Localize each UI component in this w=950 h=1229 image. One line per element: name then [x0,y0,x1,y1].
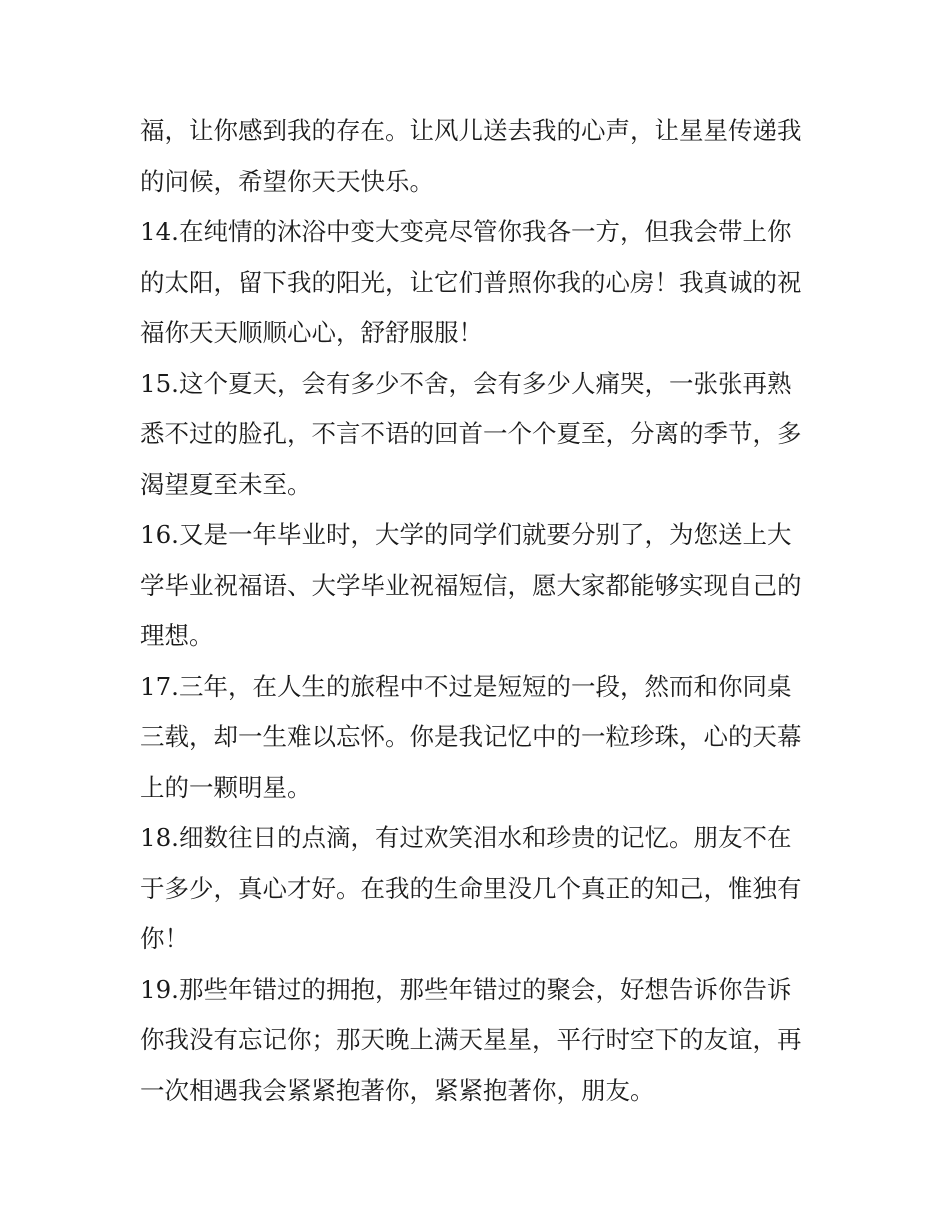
text-line: 福，让你感到我的存在。让风儿送去我的心声，让星星传递我 [140,116,802,145]
document-body [140,106,816,1116]
text-line: 你！ [140,924,189,953]
text-line: 于多少，真心才好。在我的生命里没几个真正的知己，惟独有 [140,873,802,903]
list-item-16 [140,510,816,662]
text-line: 16.又是一年毕业时，大学的同学们就要分别了，为您送上大 [140,520,792,549]
text-line: 一次相遇我会紧紧抱著你，紧紧抱著你，朋友。 [140,1075,655,1105]
text-line: 的太阳，留下我的阳光，让它们普照你我的心房！我真诚的祝 [140,267,802,297]
text-line: 19.那些年错过的拥抱，那些年错过的聚会，好想告诉你告诉 [140,974,792,1004]
text-line: 学毕业祝福语、大学毕业祝福短信，愿大家都能够实现自己的 [140,570,802,600]
text-line: 的问候，希望你天天快乐。 [140,166,434,196]
intro-paragraph [140,106,816,207]
list-item-19 [140,965,816,1117]
list-item-15 [140,359,816,511]
list-item-18 [140,813,816,965]
text-line: 17.三年，在人生的旅程中不过是短短的一段，然而和你同桌 [140,671,792,701]
text-line: 18.细数往日的点滴，有过欢笑泪水和珍贵的记忆。朋友不在 [140,823,792,852]
text-line: 理想。 [140,621,214,650]
list-item-17 [140,662,816,814]
text-line: 悉不过的脸孔，不言不语的回首一个个夏至，分离的季节，多 [140,419,802,448]
text-line: 渴望夏至未至。 [140,469,312,499]
text-line: 福你天天顺顺心心，舒舒服服！ [140,318,483,347]
text-line: 你我没有忘记你；那天晚上满天星星，平行时空下的友谊，再 [140,1025,802,1054]
text-line: 15.这个夏天，会有多少不舍，会有多少人痛哭，一张张再熟 [140,368,792,398]
list-item-14 [140,207,816,359]
text-line: 三载，却一生难以忘怀。你是我记忆中的一粒珍珠，心的天幕 [140,722,802,751]
text-line: 上的一颗明星。 [140,772,312,802]
text-line: 14.在纯情的沐浴中变大变亮尽管你我各一方，但我会带上你 [140,217,792,246]
